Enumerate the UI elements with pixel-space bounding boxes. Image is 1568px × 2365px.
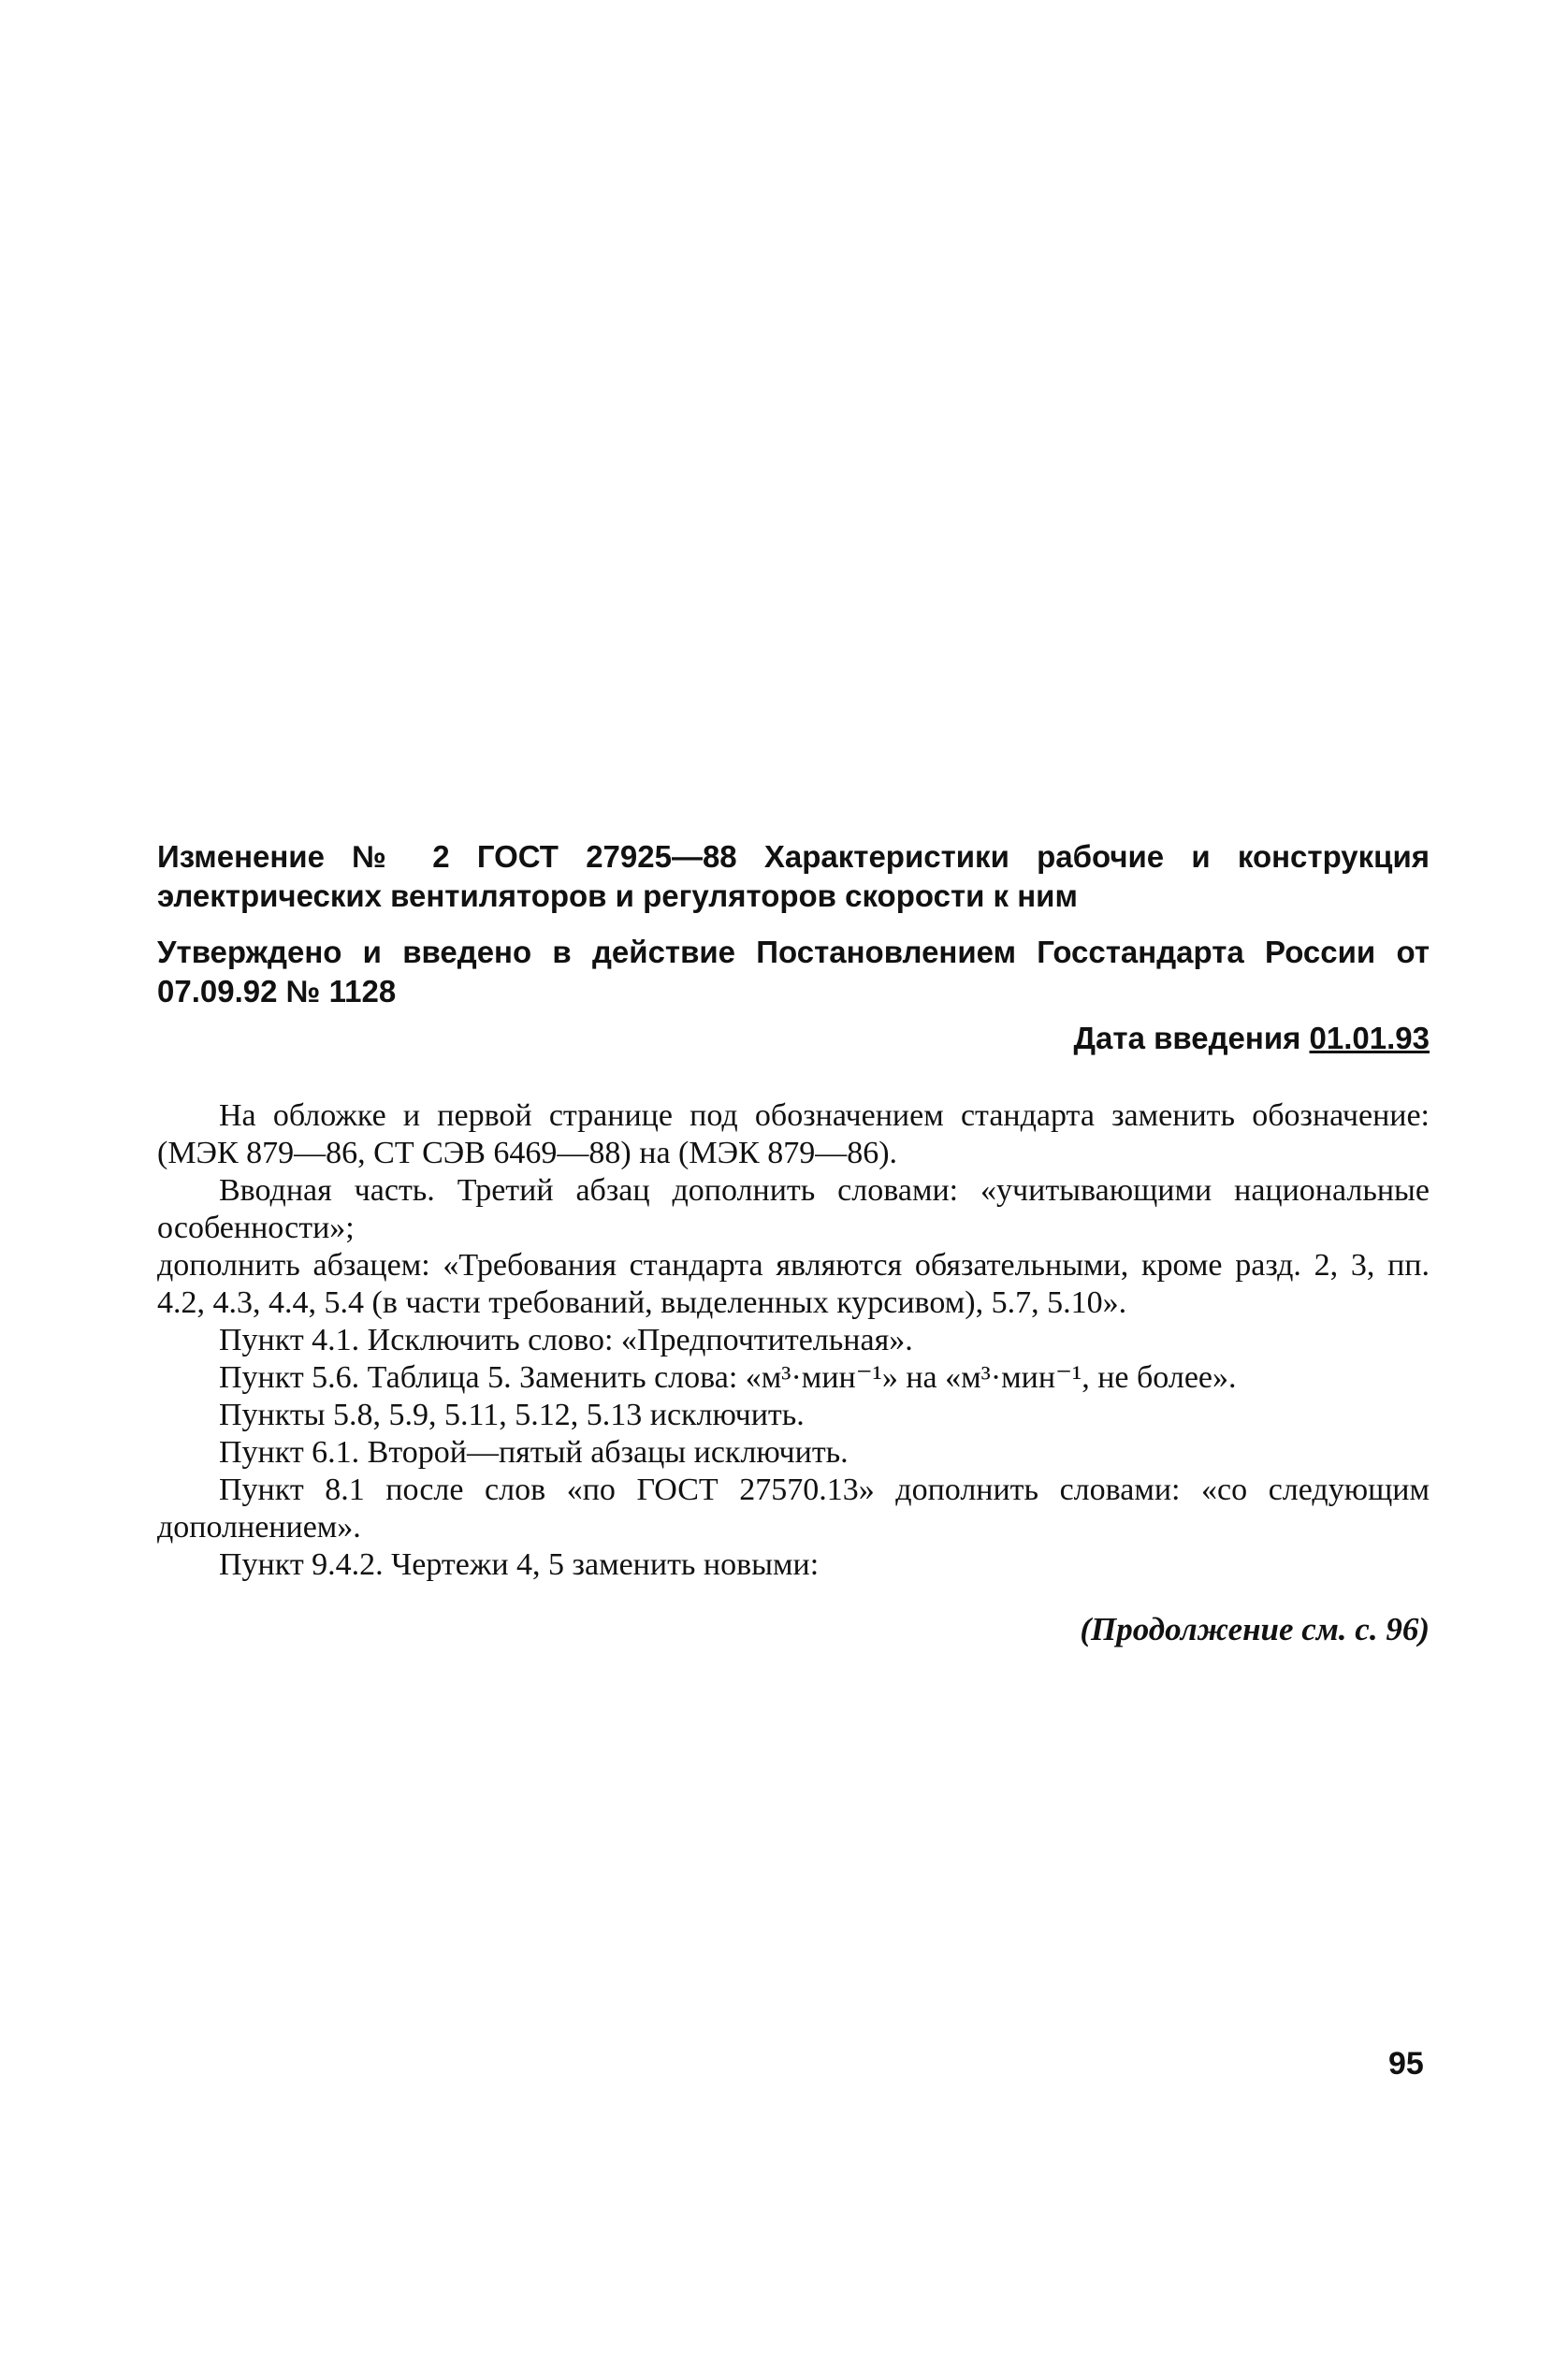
introduction-date-label: Дата введения (1073, 1021, 1301, 1055)
amendment-body (157, 1097, 1430, 1584)
paragraph-mandatory-requirements: дополнить абзацем: «Требования стандарта являются обязательными, кроме разд. 2, 3, пп. 4.2, 4.3, 4.4, 5.4 (в части требований, выделенных курсивом), 5.7, 5.10». (157, 1248, 1430, 1320)
paragraph-item-5-6: Пункт 5.6. Таблица 5. Заменить слова: «м³·мин⁻¹» на «м³·мин⁻¹, не более». (219, 1360, 1237, 1395)
introduction-date (157, 1019, 1430, 1058)
paragraph-item-6-1: Пункт 6.1. Второй—пятый абзацы исключить. (219, 1435, 849, 1470)
amendment-title: Изменение № 2 ГОСТ 27925—88 Характеристики рабочие и конструкция электрических вентиляторов и регуляторов скорости к ним (157, 839, 1430, 913)
introduction-date-value: 01.01.93 (1309, 1021, 1430, 1055)
page-number: 95 (1388, 2046, 1424, 2082)
paragraph-item-4-1: Пункт 4.1. Исключить слово: «Предпочтительная». (219, 1323, 913, 1357)
continuation-note: (Продолжение см. с. 96) (1080, 1611, 1430, 1647)
approval-statement: Утверждено и введено в действие Постановлением Госстандарта России от 07.09.92 № 1128 (157, 935, 1430, 1008)
paragraph-item-8-1: Пункт 8.1 после слов «по ГОСТ 27570.13» дополнить словами: «со следующим дополнением». (157, 1473, 1430, 1545)
paragraph-item-9-4-2: Пункт 9.4.2. Чертежи 4, 5 заменить новыми: (219, 1547, 820, 1582)
paragraph-introductory-part: Вводная часть. Третий абзац дополнить словами: «учитывающими национальные особенности»; (157, 1173, 1430, 1245)
document-content (157, 837, 1430, 1649)
paragraph-items-5-8-5-13: Пункты 5.8, 5.9, 5.11, 5.12, 5.13 исключить. (219, 1398, 805, 1432)
paragraph-cover-designation: На обложке и первой странице под обозначением стандарта заменить обозначение: (МЭК 879—86, СТ СЭВ 6469—88) на (МЭК 879—86). (157, 1098, 1430, 1170)
